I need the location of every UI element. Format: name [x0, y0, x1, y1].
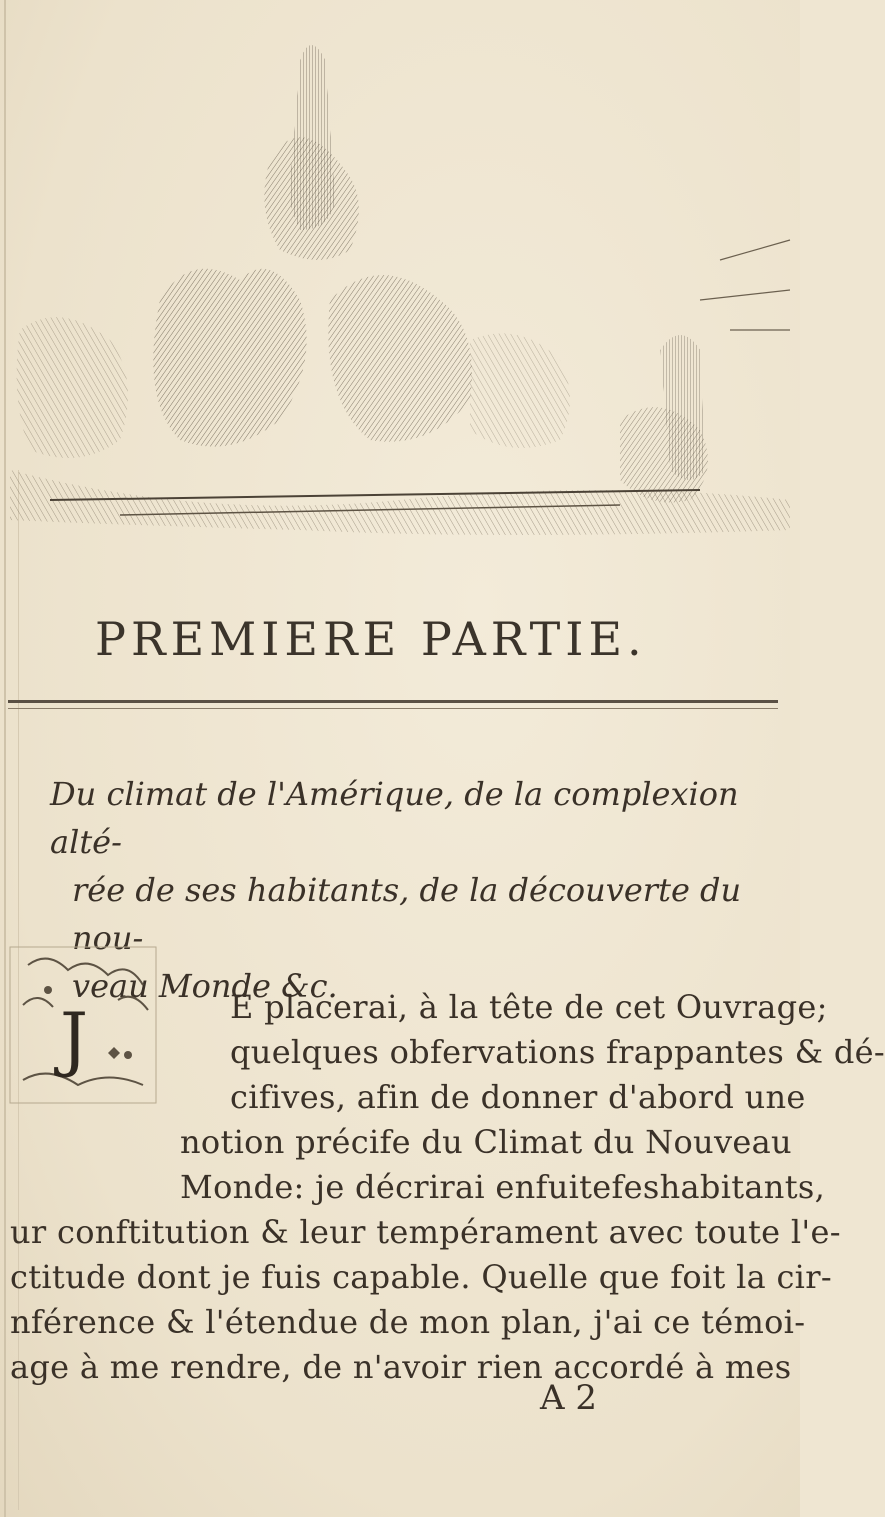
page-signature: A 2: [540, 1378, 597, 1418]
body-paragraph: [10, 985, 885, 1390]
engraved-landscape-vignette-icon: [0, 0, 800, 560]
body-line: nférence & l'étendue de mon plan, j'ai ce témoi-: [10, 1303, 806, 1341]
body-line: E placerai, à la tête de cet Ouvrage;: [230, 988, 828, 1026]
body-line: cifives, afin de donner d'abord une: [230, 1078, 806, 1116]
summary-line: rée de ses habitants, de la découverte du nou-: [72, 871, 742, 957]
body-line: ur conftitution & leur tempérament avec toute l'e-: [10, 1213, 841, 1251]
heading-rule-thin: [8, 708, 778, 709]
summary-line: Du climat de l'Amérique, de la complexion alté-: [50, 775, 739, 861]
body-line: notion précife du Climat du Nouveau: [180, 1123, 792, 1161]
body-line: Monde: je décrirai enfuitefeshabitants,: [180, 1168, 826, 1206]
drop-cap: J: [60, 998, 89, 1080]
body-line: quelques obfervations frappantes & dé-: [230, 1033, 885, 1071]
section-heading: PREMIERE PARTIE.: [95, 612, 647, 666]
heading-rule: [8, 700, 778, 703]
summary-line: veau Monde &c.: [72, 967, 338, 1005]
chapter-summary: [50, 770, 770, 1010]
body-line: ctitude dont je fuis capable. Quelle que foit la cir-: [10, 1258, 832, 1296]
body-line: age à me rendre, de n'avoir rien accordé à mes: [10, 1348, 792, 1386]
